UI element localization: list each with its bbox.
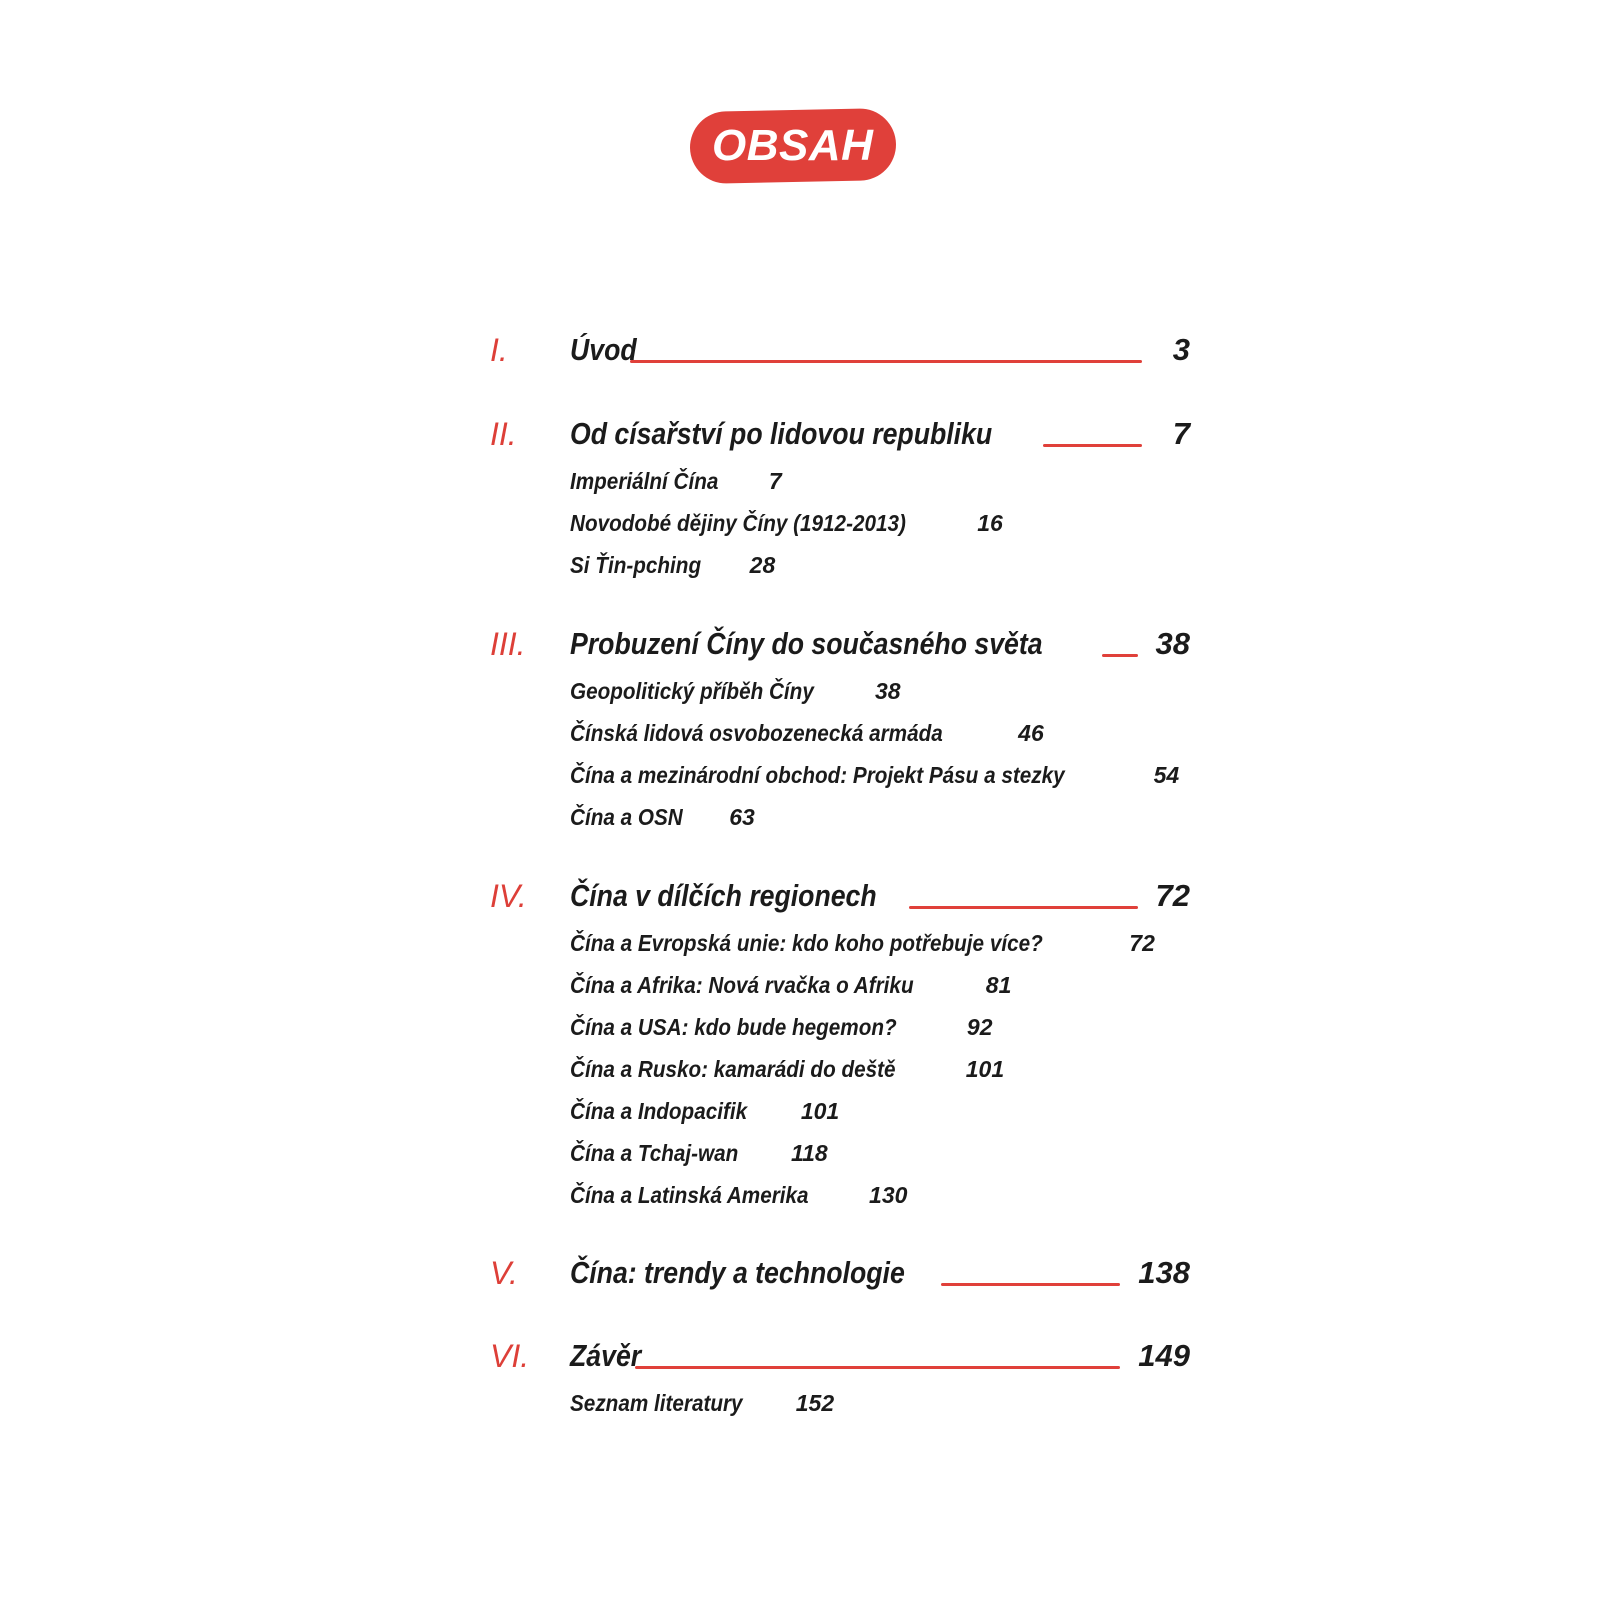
chapter-page: 38 [1155, 626, 1190, 661]
subsection-page: 92 [966, 1013, 993, 1040]
leader-line [941, 1283, 1120, 1286]
subsection-page: 38 [874, 677, 901, 704]
chapter-number: V. [490, 1255, 518, 1291]
subsection-item[interactable] [570, 670, 1190, 712]
chapter-page: 72 [1155, 878, 1190, 913]
chapter-number: VI. [490, 1338, 530, 1374]
subsection-item[interactable] [570, 922, 1190, 964]
subsection-page: 72 [1129, 929, 1155, 956]
leader-line [1043, 444, 1142, 447]
subsection-page: 54 [1153, 761, 1180, 788]
subsection-page: 63 [729, 803, 755, 830]
subsection-title: Čína a OSN [570, 803, 683, 830]
leader-line [909, 906, 1138, 909]
subsection-item[interactable] [570, 1382, 1190, 1424]
chapter-number: II. [490, 416, 517, 452]
subsection-title: Si Ťin-pching [570, 551, 702, 578]
leader-line [630, 360, 1143, 363]
chapter-4[interactable] [490, 876, 1190, 1216]
subsection-item[interactable] [570, 796, 1190, 838]
subsection-item[interactable] [570, 712, 1190, 754]
chapter-page: 3 [1172, 332, 1190, 367]
chapter-5[interactable] [490, 1253, 1190, 1299]
subsection-page: 7 [768, 467, 782, 494]
subsection-item[interactable] [570, 460, 1190, 502]
subsection-item[interactable] [570, 964, 1190, 1006]
chapter-title: Probuzení Číny do současného světa [570, 626, 1043, 661]
subsection-page: 28 [749, 551, 776, 578]
subsection-item[interactable] [570, 502, 1190, 544]
subsection-item[interactable] [570, 1174, 1190, 1216]
chapter-title: Od císařství po lidovou republiku [570, 416, 993, 451]
chapter-6[interactable] [490, 1336, 1190, 1424]
subsection-page: 118 [791, 1139, 828, 1166]
subsection-title: Čína a USA: kdo bude hegemon? [570, 1013, 897, 1040]
subsection-page: 130 [869, 1181, 908, 1208]
subsection-list [570, 922, 1190, 1216]
subsection-title: Geopolitický příběh Číny [570, 677, 814, 704]
chapter-1[interactable] [490, 330, 1190, 376]
subsection-list [570, 460, 1190, 586]
subsection-page: 16 [977, 509, 1003, 536]
subsection-item[interactable] [570, 1006, 1190, 1048]
subsection-title: Čína a mezinárodní obchod: Projekt Pásu a stezky [570, 761, 1065, 788]
chapter-2[interactable] [490, 414, 1190, 586]
chapter-title: Úvod [570, 332, 637, 367]
subsection-page: 101 [800, 1097, 840, 1124]
subsection-title: Čína a Tchaj-wan [570, 1139, 739, 1166]
subsection-page: 81 [985, 971, 1012, 998]
chapter-page: 149 [1138, 1338, 1190, 1373]
subsection-title: Imperiální Čína [570, 467, 719, 494]
subsection-item[interactable] [570, 1132, 1190, 1174]
chapter-title: Čína v dílčích regionech [570, 878, 877, 913]
subsection-page: 152 [795, 1389, 835, 1416]
leader-line [635, 1366, 1121, 1369]
subsection-title: Čína a Evropská unie: kdo koho potřebuje více? [570, 929, 1043, 956]
chapter-page: 7 [1172, 416, 1190, 451]
subsection-title: Čína a Rusko: kamarádi do deště [570, 1055, 896, 1082]
chapter-number: I. [490, 332, 508, 368]
chapter-title: Čína: trendy a technologie [570, 1255, 905, 1290]
subsection-title: Čína a Indopacifik [570, 1097, 748, 1124]
chapter-number: IV. [490, 878, 527, 914]
subsection-page: 46 [1018, 719, 1044, 746]
subsection-item[interactable] [570, 754, 1190, 796]
contents-heading-badge [689, 108, 896, 184]
subsection-item[interactable] [570, 1048, 1190, 1090]
subsection-title: Čínská lidová osvobozenecká armáda [570, 719, 943, 746]
chapter-number: III. [490, 626, 526, 662]
subsection-title: Seznam literatury [570, 1389, 743, 1416]
contents-heading: OBSAH [712, 121, 874, 170]
chapter-page: 138 [1138, 1255, 1190, 1290]
subsection-title: Novodobé dějiny Číny (1912-2013) [570, 509, 906, 536]
chapter-3[interactable] [490, 624, 1190, 838]
subsection-item[interactable] [570, 544, 1190, 586]
chapter-title: Závěr [570, 1338, 642, 1373]
subsection-title: Čína a Afrika: Nová rvačka o Afriku [570, 971, 914, 998]
subsection-list [570, 670, 1190, 838]
subsection-item[interactable] [570, 1090, 1190, 1132]
subsection-list [570, 1382, 1190, 1424]
subsection-title: Čína a Latinská Amerika [570, 1181, 809, 1208]
leader-line [1102, 654, 1138, 657]
subsection-page: 101 [965, 1055, 1005, 1082]
